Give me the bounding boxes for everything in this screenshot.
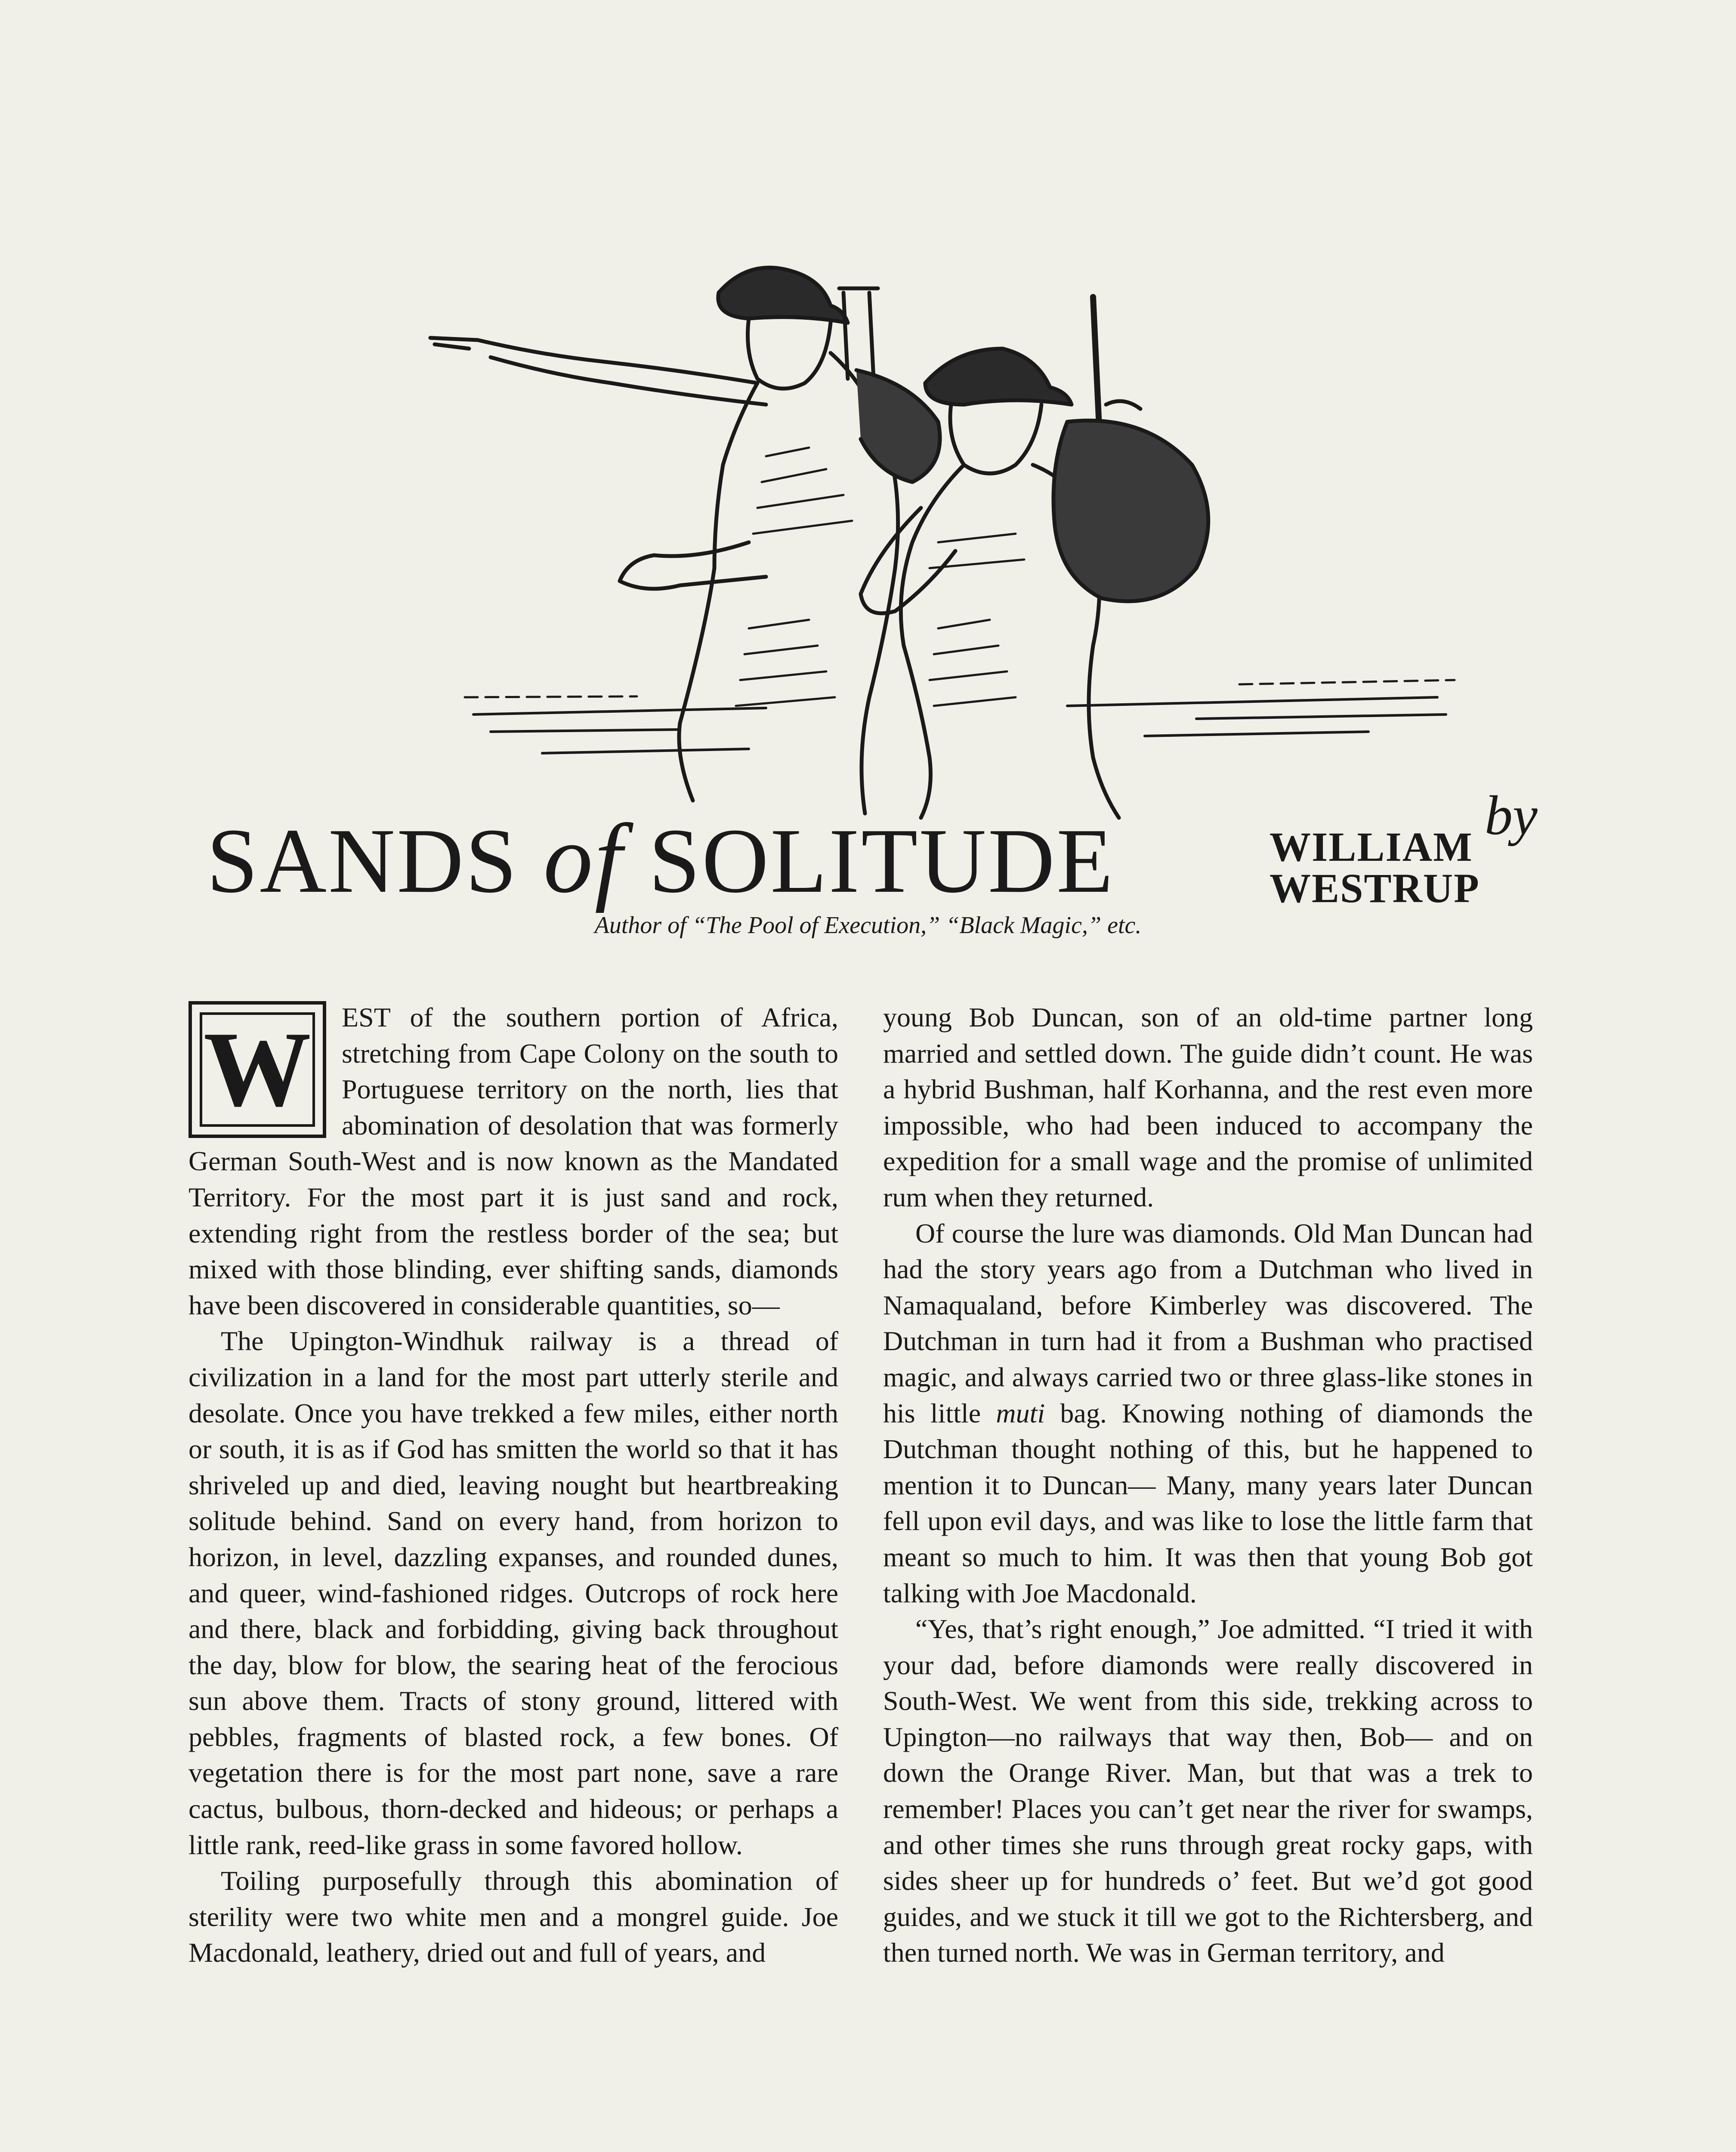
paragraph-3-continued: young Bob Duncan, son of an old-time partner long married and settled down. The guide didn’t count. He was a hybrid Bushman, half Korhanna, and the rest even more impossible, who had been induced to accompany the expedition for a small wage and the promise of unlimited rum when they returned. (883, 1002, 1533, 1212)
story-title (207, 804, 1115, 913)
drop-cap (188, 1001, 326, 1138)
author-credits: Author of “The Pool of Execution,” “Black Magic,” etc. (594, 912, 1142, 939)
prospectors-illustration (379, 241, 1472, 831)
title-part-sands: SANDS (207, 809, 544, 912)
author-name (1270, 826, 1480, 909)
story-header (207, 785, 1538, 930)
byline-by: by (1485, 785, 1538, 847)
title-part-of: of (543, 804, 624, 913)
paragraph-3: Toiling purposefully through this abomination of sterility were two white men and a mongrel guide. Joe Macdonald, leathery, dried out and full of years, and (188, 1865, 838, 1968)
title-part-solitude: SOLITUDE (649, 809, 1115, 912)
author-last-name: WESTRUP (1270, 865, 1480, 911)
author-first-name: WILLIAM (1270, 824, 1473, 870)
paragraph-4-text-b: bag. Knowing nothing of diamonds the Dutchman thought nothing of this, but he happened to mention it to Duncan— Many, many years later Duncan fell upon evil days, and was like to lose the little farm that meant so much to him. It was then that young Bob got talking with Joe Macdonald. (883, 1398, 1533, 1608)
paragraph-4-muti: muti (996, 1398, 1045, 1428)
paragraph-5: “Yes, that’s right enough,” Joe admitted. “I tried it with your dad, before diamonds were really discovered in South-West. We went from this side, trekking across to Upington—no railways that way then, Bob— and on down the Orange River. Man, but that was a trek to remember! Places you can’t get near the river for swamps, and other times she runs through great rocky gaps, with sides sheer up for hundreds o’ feet. But we’d got good guides, and we stuck it till we got to the Richtersberg, and then turned north. We was in German territory, and (883, 1614, 1533, 1968)
paragraph-4-text-a: Of course the lure was diamonds. Old Man Duncan had had the story years ago from a Dutchman who lived in Namaqualand, before Kimberley was discovered. The Dutchman in turn had it from a Bushman who practised magic, and always carried two or three glass-like stones in his little (883, 1218, 1533, 1428)
paragraph-1: EST of the southern portion of Africa, stretching from Cape Colony on the south to Portuguese territory on the north, lies that abomination of desolation that was formerly German South-West and is now known as the Mandated Territory. For the most part it is just sand and rock, extending right from the restless border of the sea; but mixed with those blinding, ever shifting sands, diamonds have been discovered in considerable quantities, so— (188, 1002, 838, 1320)
paragraph-4 (883, 1215, 1533, 1611)
drop-cap-letter: W (204, 1010, 311, 1129)
right-column (883, 999, 1533, 1971)
paragraph-2: The Upington-Windhuk railway is a thread of civilization in a land for the most part utterly sterile and desolate. Once you have trekked a few miles, either north or south, it is as if God has smitten the world so that it has shriveled up and died, leaving nought but heartbreaking solitude behind. Sand on every hand, from horizon to horizon, in level, dazzling expanses, and rounded dunes, and queer, wind-fashioned ridges. Outcrops of rock here and there, black and forbidding, giving back throughout the day, blow for blow, the searing heat of the ferocious sun above them. Tracts of stony ground, littered with pebbles, fragments of blasted rock, a few bones. Of vegetation there is for the most part none, save a rare cactus, bulbous, thorn-decked and hideous; or perhaps a little rank, reed-like grass in some favored hollow. (188, 1326, 838, 1860)
left-column (188, 999, 838, 1971)
